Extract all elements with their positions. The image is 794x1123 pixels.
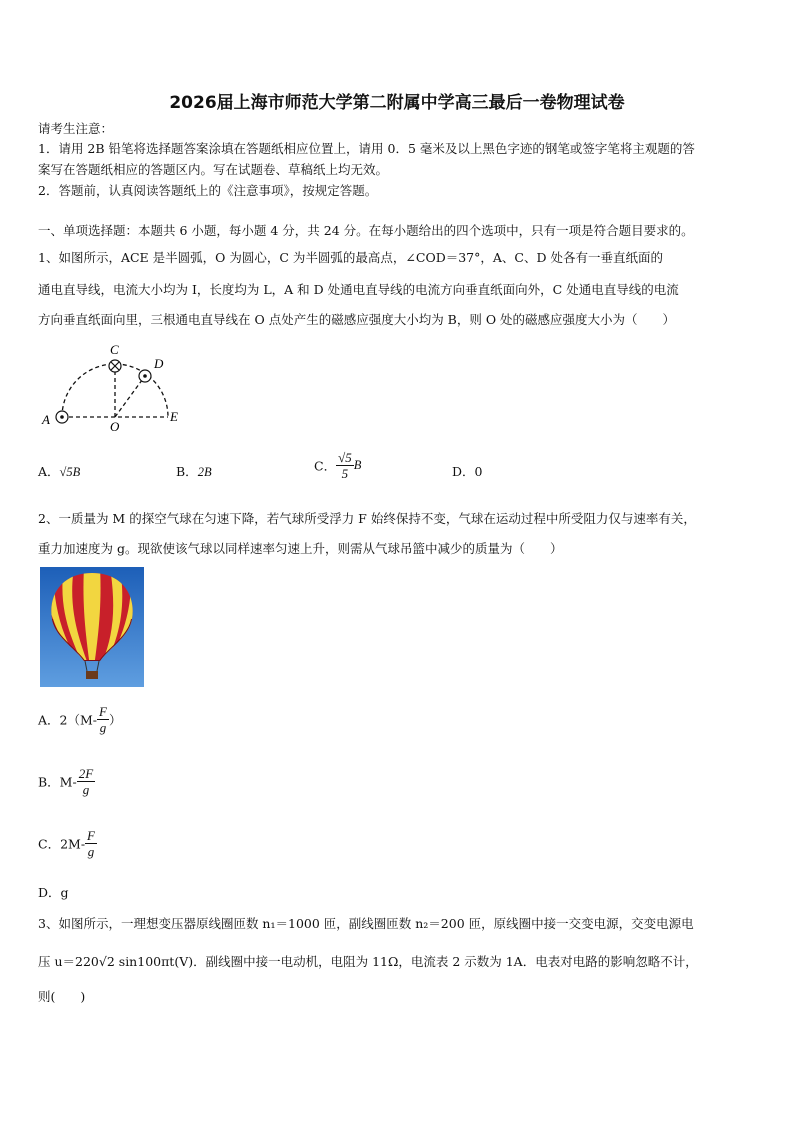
q2-line-1: 2、一质量为 M 的探空气球在匀速下降，若气球所受浮力 F 始终保持不变，气球在运动过程中所受阻力仅与速率有关，	[38, 511, 696, 526]
q1-line-1: 1、如图所示，ACE 是半圆弧，O 为圆心，C 为半圆弧的最高点，∠COD＝37°，A、C、D 处各有一垂直纸面的	[38, 250, 663, 265]
q1-line-3: 方向垂直纸面向里，三根通电直导线在 O 点处产生的磁感应强度大小均为 B，则 O 处的磁感应强度大小为（ ）	[38, 312, 676, 327]
page-title: 2026届上海市师范大学第二附属中学高三最后一卷物理试卷	[169, 93, 625, 113]
notice-item-2: 2．答题前，认真阅读答题纸上的《注意事项》，按规定答题。	[38, 183, 378, 198]
label-c: C	[110, 342, 119, 357]
q2-option-b[interactable]: B．M- $\frac{2F}{g}$	[38, 766, 94, 797]
q1-line-2: 通电直导线，电流大小均为 I，长度均为 L，A 和 D 处通电直导线的电流方向垂直纸面向外，C 处通电直导线的电流	[38, 282, 679, 297]
hot-air-balloon-image	[40, 567, 144, 687]
label-d: D	[154, 356, 164, 371]
q1-option-d[interactable]: D．0	[452, 464, 483, 479]
q2-option-d[interactable]: D．g	[38, 885, 69, 900]
label-e: E	[170, 409, 178, 424]
q1-option-c[interactable]: C． $\frac{√5}{5}$ B	[314, 450, 362, 481]
notice-heading: 请考生注意：	[38, 121, 114, 136]
q1-option-b[interactable]: B．2B	[176, 464, 212, 479]
section-heading: 一、单项选择题：本题共 6 小题，每小题 4 分，共 24 分。在每小题给出的四个选项中，只有一项是符合题目要求的。	[38, 223, 694, 238]
q3-line-3: 则( )	[38, 989, 86, 1004]
wire-a-out-icon	[56, 411, 68, 423]
q2-option-c[interactable]: C．2M- $\frac{F}{g}$	[38, 828, 95, 859]
q3-line-1: 3、如图所示，一理想变压器原线圈匝数 n₁＝1000 匝，副线圈匝数 n₂＝200 匝，原线圈中接一交变电源，交变电源电	[38, 916, 694, 931]
q1-option-a[interactable]: A．√5B	[38, 464, 81, 479]
q2-line-2: 重力加速度为 g。现欲使该气球以同样速率匀速上升，则需从气球吊篮中减少的质量为（ ）	[38, 541, 563, 556]
wire-c-in-icon	[109, 360, 121, 372]
wire-d-out-icon	[139, 370, 151, 382]
label-a: A	[42, 412, 50, 427]
q1-semicircle-figure	[36, 340, 186, 435]
label-o: O	[110, 419, 120, 434]
q3-line-2: 压 u＝220√2 sin100πt(V)．副线圈中接一电动机，电阻为 11Ω，电流表 2 示数为 1A．电表对电路的影响忽略不计，	[38, 954, 698, 969]
q2-option-a[interactable]: A．2（M- $\frac{F}{g}$ ）	[38, 704, 122, 735]
notice-item-1-line-1: 1．请用 2B 铅笔将选择题答案涂填在答题纸相应位置上，请用 0．5 毫米及以上黑色字迹的钢笔或签字笔将主观题的答	[38, 141, 695, 156]
notice-item-1-line-2: 案写在答题纸相应的答题区内。写在试题卷、草稿纸上均无效。	[38, 162, 389, 177]
